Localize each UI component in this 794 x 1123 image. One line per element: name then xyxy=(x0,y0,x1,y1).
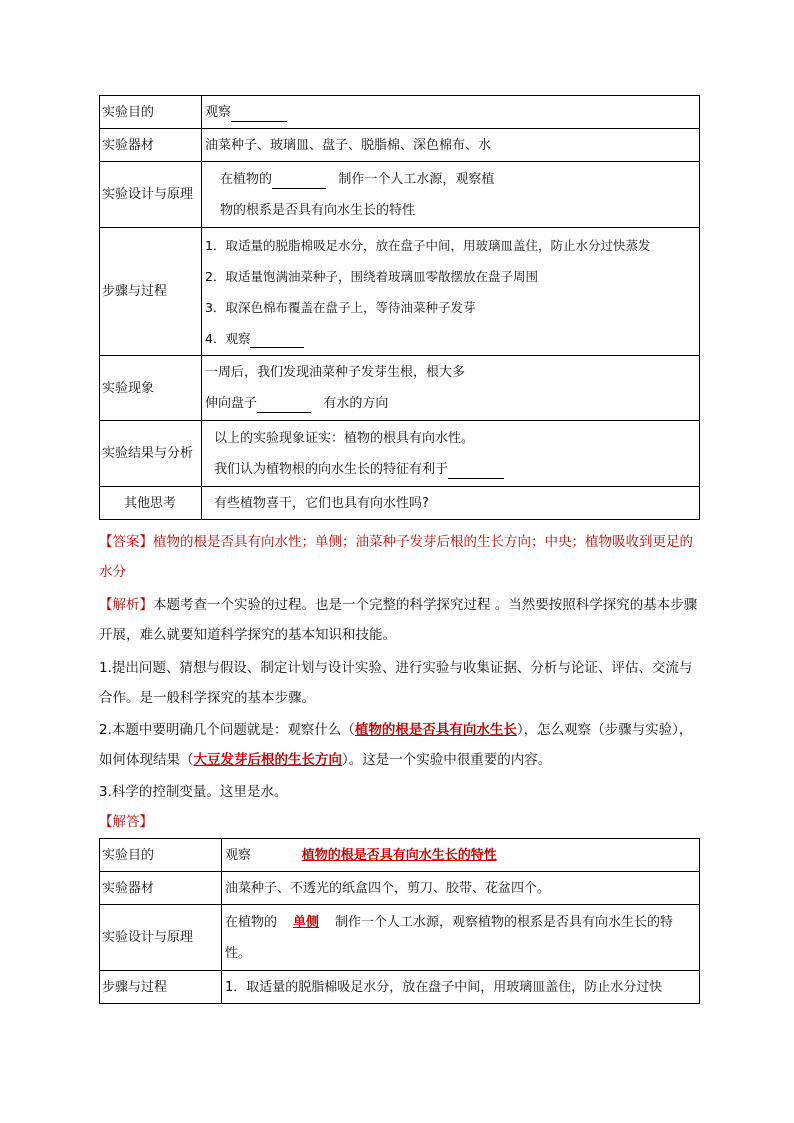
table-row xyxy=(100,162,700,228)
table-row xyxy=(100,839,700,872)
row-label: 实验器材 xyxy=(100,872,222,905)
step-item: 3．取深色棉布覆盖在盘子上，等待油菜种子发芽 xyxy=(205,299,476,315)
fill-blank xyxy=(257,394,311,413)
solution-tag: 【解答】 xyxy=(99,814,153,830)
step-item: 1．取适量的脱脂棉吸足水分，放在盘子中间，用玻璃皿盖住，防止水分过快蒸发 xyxy=(205,237,651,253)
row-content xyxy=(222,839,700,872)
fill-blank xyxy=(231,103,287,122)
step-item: 4．观察 xyxy=(205,330,251,346)
row-content xyxy=(202,228,700,356)
row-label: 实验器材 xyxy=(100,129,202,162)
analysis-intro: 本题考查一个实验的过程。也是一个完整的科学探究过程 。当然要按照科学探究的基本步骤开展，难么就要知道科学探究的基本知识和技能。 xyxy=(99,597,698,643)
row-label: 实验现象 xyxy=(100,356,202,421)
highlighted-answer: 植物的根是否具有向水生长 xyxy=(354,722,517,738)
row-label: 步骤与过程 xyxy=(100,228,202,356)
table-row xyxy=(100,872,700,905)
row-content xyxy=(202,96,700,129)
point-text: ），怎么观察（步骤与实验），如何体现结果（ xyxy=(99,722,693,768)
point-text: ）。这是一个实验中很重要的内容。 xyxy=(342,752,552,768)
experiment-table xyxy=(99,95,700,520)
row-label: 其他思考 xyxy=(100,487,202,520)
row-label: 实验设计与原理 xyxy=(100,162,202,228)
analysis-point-3: 3.科学的控制变量。这里是水。 xyxy=(99,784,288,800)
table-row xyxy=(100,905,700,971)
row-content xyxy=(202,421,700,487)
answer-paragraph xyxy=(99,527,699,587)
row-label: 实验结果与分析 xyxy=(100,421,202,487)
cell-text: 有水的方向 xyxy=(323,396,389,411)
fill-blank xyxy=(448,460,504,479)
row-content xyxy=(222,905,700,971)
point-text: 2.本题中要明确几个问题就是：观察什么（ xyxy=(99,722,355,738)
table-row xyxy=(100,421,700,487)
cell-text: 在植物的 xyxy=(225,914,278,930)
table-row xyxy=(100,356,700,421)
highlighted-answer: 大豆发芽后根的生长方向 xyxy=(193,752,342,768)
table-row xyxy=(100,228,700,356)
analysis-tag: 【解析】 xyxy=(99,597,153,613)
row-content: 有些植物喜干，它们也具有向水性吗? xyxy=(202,487,700,520)
row-content: 1．取适量的脱脂棉吸足水分，放在盘子中间，用玻璃皿盖住，防止水分过快 xyxy=(222,971,700,1004)
cell-text: 物的根系是否具有向水生长的特性 xyxy=(220,202,416,218)
filled-answer: 植物的根是否具有向水生长的特性 xyxy=(301,847,497,863)
row-content xyxy=(202,356,700,421)
fill-blank xyxy=(272,170,326,189)
fill-blank xyxy=(250,329,304,348)
cell-text: 一周后，我们发现油菜种子发芽生根，根大多 xyxy=(205,365,466,380)
row-content xyxy=(202,162,700,228)
solution-table xyxy=(99,838,700,1004)
row-label: 实验设计与原理 xyxy=(100,905,222,971)
cell-text: 观察 xyxy=(205,104,232,120)
answer-text: 植物的根是否具有向水性；单侧；油菜种子发芽后根的生长方向；中央；植物吸收到更足的水分 xyxy=(99,534,693,580)
row-content: 油菜种子、玻璃皿、盘子、脱脂棉、深色棉布、水 xyxy=(202,129,700,162)
table-row xyxy=(100,96,700,129)
analysis-point-1: 1.提出问题、猜想与假设、制定计划与设计实验、进行实验与收集证据、分析与论证、评估、交流与合作。是一般科学探究的基本步骤。 xyxy=(99,660,693,706)
cell-text: 制作一个人工水源，观察植物的根系是否具有向水生长的特性。 xyxy=(225,914,674,961)
cell-text: 在植物的 xyxy=(220,171,273,187)
analysis-paragraph xyxy=(99,590,699,650)
table-row xyxy=(100,971,700,1004)
filled-answer: 单侧 xyxy=(293,914,320,930)
cell-text: 伸向盘子 xyxy=(205,396,258,411)
answer-tag: 【答案】 xyxy=(99,534,153,550)
analysis-point-2 xyxy=(99,715,699,775)
cell-text: 以上的实验现象证实：植物的根具有向水性。 xyxy=(214,430,475,446)
row-label: 实验目的 xyxy=(100,96,202,129)
table-row xyxy=(100,487,700,520)
row-label: 步骤与过程 xyxy=(100,971,222,1004)
cell-text: 观察 xyxy=(225,847,252,863)
table-row xyxy=(100,129,700,162)
step-item: 2．取适量饱满油菜种子，围绕着玻璃皿零散摆放在盘子周围 xyxy=(205,268,538,284)
cell-text: 制作一个人工水源，观察植 xyxy=(338,171,495,187)
cell-text: 我们认为植物根的向水生长的特征有利于 xyxy=(214,461,449,477)
row-label: 实验目的 xyxy=(100,839,222,872)
row-content: 油菜种子、不透光的纸盒四个，剪刀、胶带、花盆四个。 xyxy=(222,872,700,905)
